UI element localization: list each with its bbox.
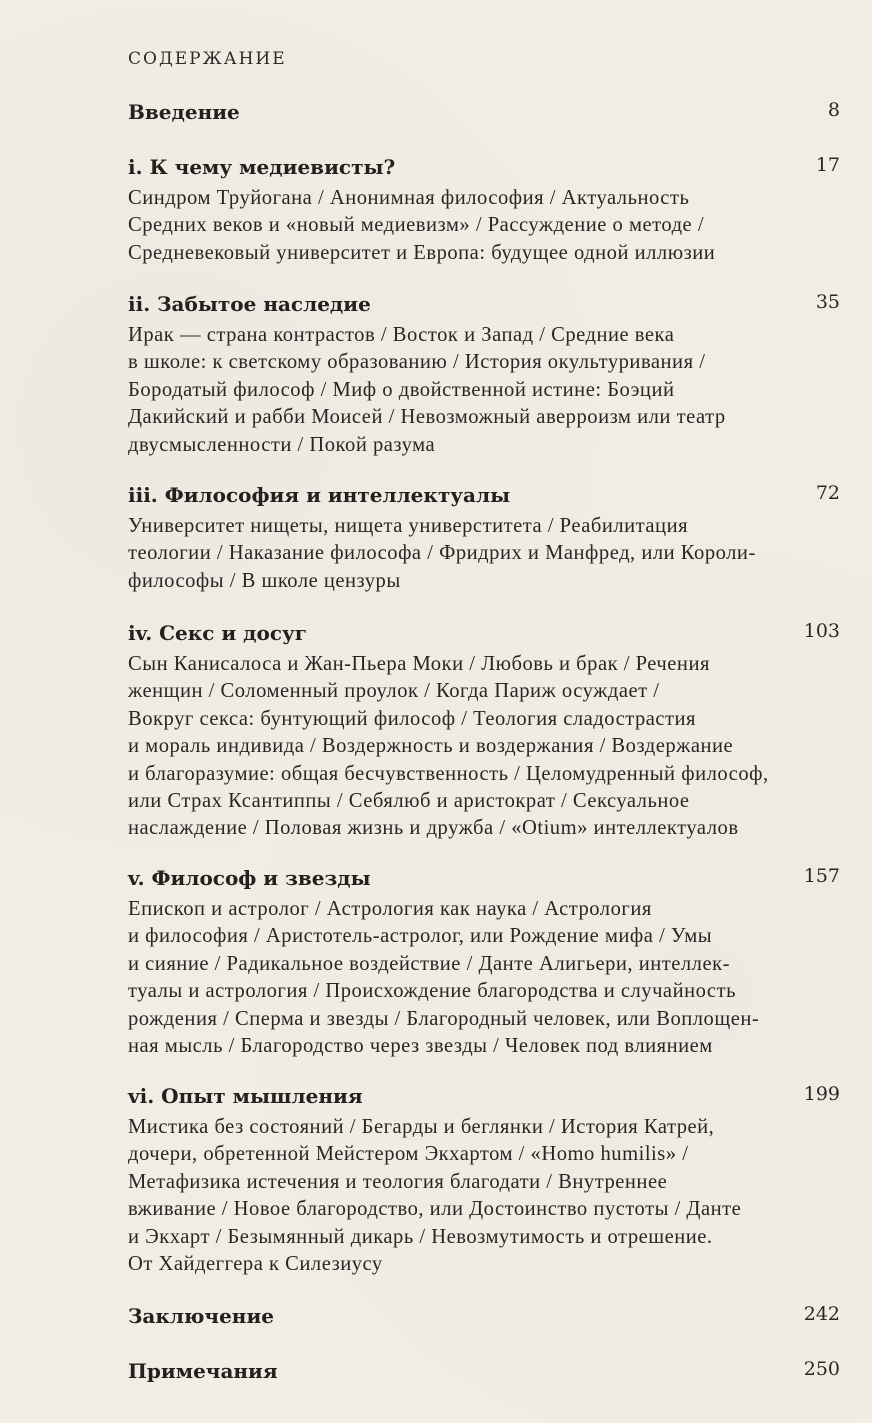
toc-subtopics-line: теологии / Наказание философа / Фридрих и Манфред, или Короли-: [128, 542, 756, 565]
toc-entry-title: iv. Секс и досуг: [128, 621, 308, 645]
toc-subtopics-line: философы / В школе цензуры: [128, 569, 401, 592]
toc-entry-chapter-3: [128, 481, 840, 595]
toc-subtopics-line: в школе: к светскому образованию / История окультуривания /: [128, 351, 706, 374]
toc-entry-page-number: 17: [815, 154, 840, 176]
toc-entry-page-number: 8: [827, 99, 840, 121]
toc-entry-header: [128, 619, 840, 651]
toc-entry-page-number: 199: [803, 1083, 840, 1105]
toc-entry-title: Введение: [128, 100, 240, 124]
toc-subtopics-line: женщин / Соломенный проулок / Когда Париж осуждает /: [128, 680, 660, 703]
toc-entry-page-number: 250: [803, 1358, 840, 1380]
toc-heading: СОДЕРЖАНИЕ: [128, 49, 287, 69]
toc-entry-chapter-4: [128, 619, 840, 843]
toc-subtopics-line: дочери, обретенной Мейстером Экхартом / «Homo humilis» /: [128, 1143, 689, 1166]
toc-entry-header: [128, 1357, 840, 1389]
toc-entry-header: [128, 1302, 840, 1334]
toc-entry-title: v. Философ и звезды: [128, 866, 371, 890]
toc-subtopics-line: рождения / Сперма и звезды / Благородный человек, или Воплощен-: [128, 1007, 760, 1030]
toc-entry-conclusion: [128, 1302, 840, 1334]
toc-entry-notes: [128, 1357, 840, 1389]
toc-subtopics-line: и Экхарт / Безымянный дикарь / Невозмутимость и отрешение.: [128, 1225, 713, 1248]
toc-subtopics-line: Епископ и астролог / Астрология как наука / Астрология: [128, 898, 652, 920]
toc-entry-introduction: [128, 98, 840, 130]
toc-subtopics-line: Бородатый философ / Миф о двойственной истине: Боэций: [128, 378, 675, 401]
toc-entry-header: [128, 153, 840, 185]
toc-subtopics-line: Сын Канисалоса и Жан-Пьера Моки / Любовь и брак / Речения: [128, 653, 710, 675]
toc-entry-title: Заключение: [128, 1304, 274, 1328]
toc-entry-chapter-5: [128, 864, 840, 1060]
toc-entry-title: ii. Забытое наследие: [128, 292, 371, 316]
toc-entry-title: i. К чему медиевисты?: [128, 155, 396, 179]
toc-subtopics-line: Мистика без состояний / Бегарды и беглянки / История Катрей,: [128, 1116, 715, 1138]
toc-subtopics-line: ная мысль / Благородство через звезды / Человек под влиянием: [128, 1035, 713, 1058]
toc-entry-header: [128, 1082, 840, 1114]
toc-entry-chapter-1: [128, 153, 840, 267]
toc-entry-page-number: 72: [815, 482, 840, 504]
toc-entry-page-number: 103: [803, 620, 840, 642]
toc-entry-page-number: 157: [803, 865, 840, 887]
toc-subtopics-line: Синдром Труйогана / Анонимная философия / Актуальность: [128, 187, 690, 209]
toc-subtopics-line: Вокруг секса: бунтующий философ / Теология сладострастия: [128, 707, 697, 730]
toc-entry-title: iii. Философия и интеллектуалы: [128, 483, 511, 507]
toc-subtopics-line: и благоразумие: общая бесчувственность / Целомудренный философ,: [128, 762, 769, 785]
toc-subtopics-line: Средних веков и «новый медиевизм» / Рассуждение о методе /: [128, 214, 705, 237]
toc-entry-header: [128, 290, 840, 322]
toc-subtopics-line: наслаждение / Половая жизнь и дружба / «Otium» интеллектуалов: [128, 817, 739, 840]
toc-subtopics-line: и мораль индивида / Воздержность и воздержания / Воздержание: [128, 735, 734, 758]
toc-subtopics-line: Дакийский и рабби Моисей / Невозможный аверроизм или театр: [128, 406, 726, 429]
toc-entry-chapter-6: [128, 1082, 840, 1278]
toc-subtopics-line: и сияние / Радикальное воздействие / Данте Алигьери, интеллек-: [128, 952, 730, 975]
toc-entry-page-number: 35: [815, 291, 840, 313]
toc-entry-chapter-2: [128, 290, 840, 459]
toc-subtopics-line: Университет нищеты, нищета универститета / Реабилитация: [128, 515, 689, 537]
toc-entry-header: [128, 98, 840, 130]
toc-subtopics-line: или Страх Ксантиппы / Себялюб и аристократ / Сексуальное: [128, 790, 690, 813]
toc-subtopics-line: Метафизика истечения и теология благодати / Внутреннее: [128, 1170, 668, 1193]
toc-entry-header: [128, 864, 840, 896]
toc-subtopics-line: и философия / Аристотель-астролог, или Рождение мифа / Умы: [128, 925, 713, 948]
toc-subtopics-line: двусмысленности / Покой разума: [128, 433, 436, 456]
toc-entry-title: vi. Опыт мышления: [128, 1084, 363, 1108]
toc-entry-header: [128, 481, 840, 513]
toc-subtopics-line: Ирак — страна контрастов / Восток и Запад / Средние века: [128, 324, 675, 346]
toc-subtopics-line: Средневековый университет и Европа: будущее одной иллюзии: [128, 241, 716, 264]
toc-subtopics-line: От Хайдеггера к Силезиусу: [128, 1253, 383, 1276]
toc-subtopics-line: туалы и астрология / Происхождение благородства и случайность: [128, 980, 736, 1003]
toc-subtopics-line: вживание / Новое благородство, или Достоинство пустоты / Данте: [128, 1198, 742, 1221]
toc-entry-page-number: 242: [803, 1303, 840, 1325]
toc-entry-title: Примечания: [128, 1359, 278, 1383]
